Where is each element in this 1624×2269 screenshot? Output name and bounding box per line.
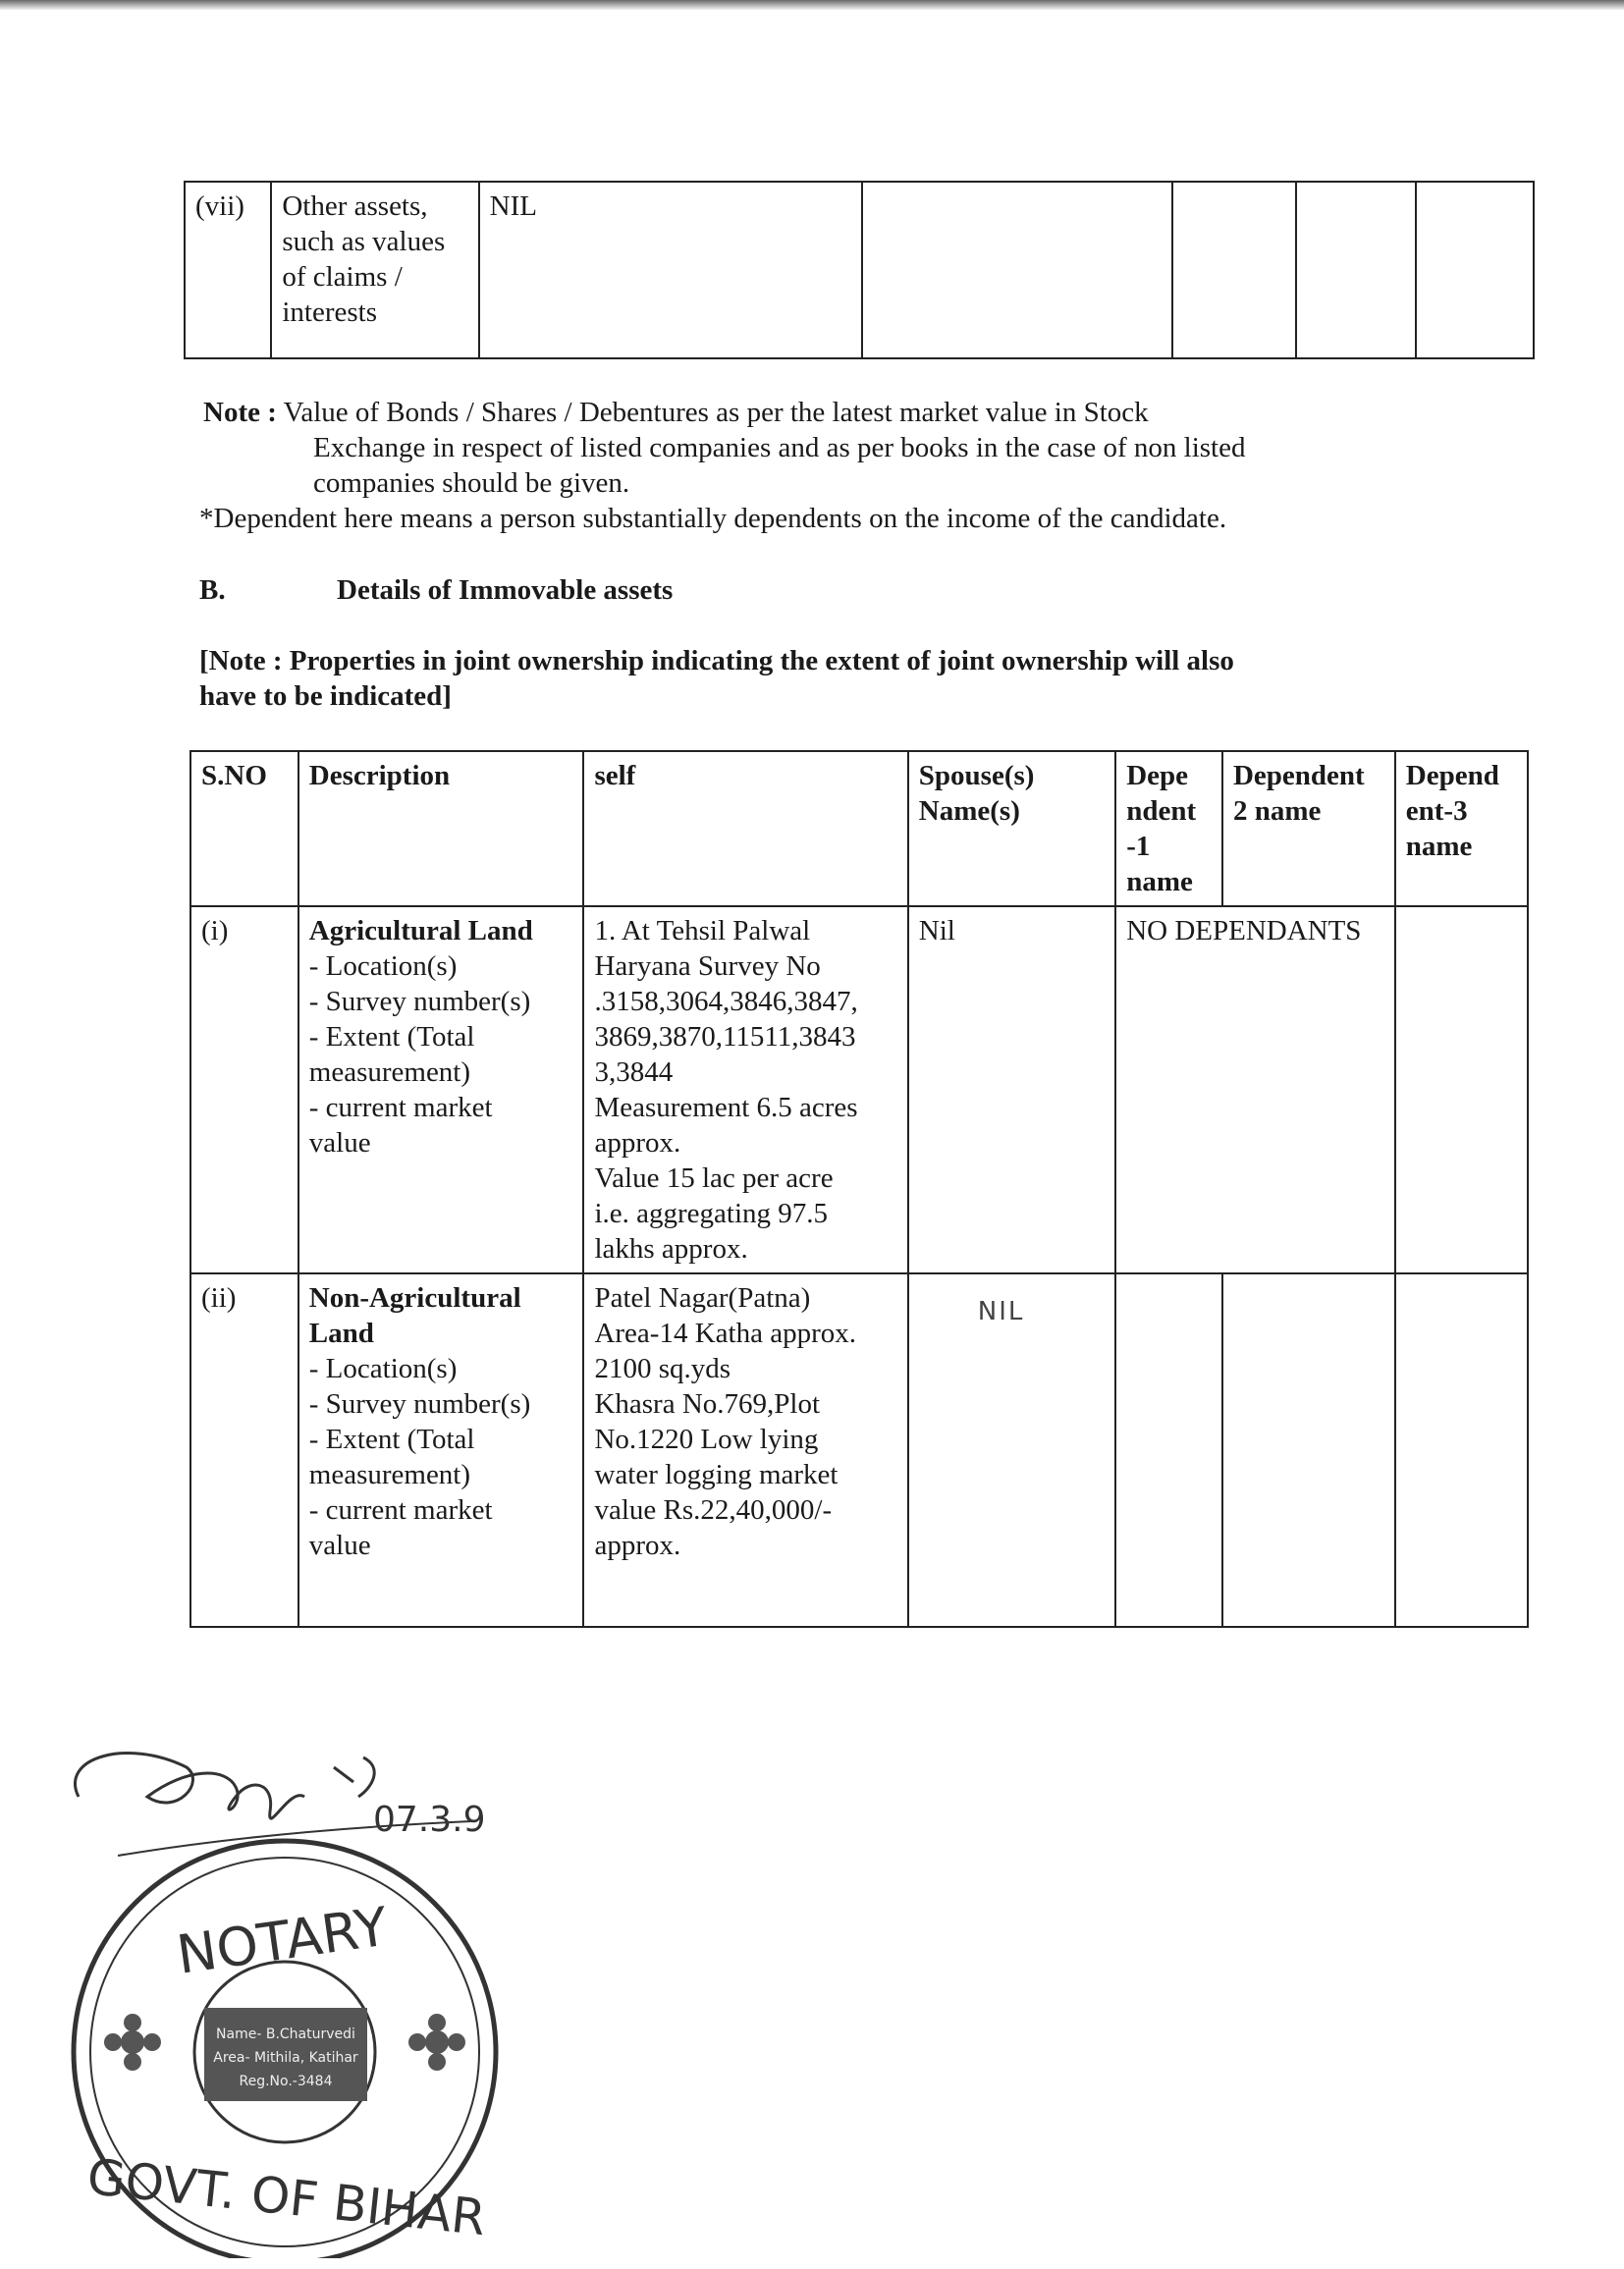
header-description: Description: [298, 751, 584, 906]
spouse-cell: Nil: [908, 906, 1115, 1273]
description-cell: Agricultural Land - Location(s) - Survey number(s) - Extent (Total measurement) - current market value: [298, 906, 584, 1273]
dependent-1-cell: [1115, 1273, 1222, 1627]
svg-text:Reg.No.-3484: Reg.No.-3484: [239, 2074, 333, 2089]
flower-icon: [408, 2014, 465, 2071]
self-cell: NIL: [479, 182, 862, 358]
dependent-3-cell: [1416, 182, 1534, 358]
scan-top-edge: [0, 0, 1624, 10]
section-b-heading: B. Details of Immovable assets: [199, 574, 674, 606]
description-cell: Other assets, such as values of claims / interests: [271, 182, 478, 358]
dependent-2-cell: [1296, 182, 1416, 358]
signature-icon: [76, 1754, 375, 1819]
svg-text:Name- B.Chaturvedi: Name- B.Chaturvedi: [216, 2026, 355, 2042]
movable-assets-table-continuation: [184, 181, 1535, 359]
header-dependent-3: Depend ent-3 name: [1395, 751, 1528, 906]
svg-text:07.3.9: 07.3.9: [373, 1800, 486, 1840]
dependent-3-cell: [1395, 1273, 1528, 1627]
joint-ownership-note: [Note : Properties in joint ownership indicating the extent of joint ownership will also have to be indicated]: [199, 645, 1234, 712]
flower-icon: [104, 2014, 161, 2071]
table-row: [190, 906, 1528, 1273]
header-sno: S.NO: [190, 751, 298, 906]
immovable-assets-table: [189, 750, 1529, 1628]
valuation-note: Note : Value of Bonds / Shares / Debentures as per the latest market value in Stock Exchange in respect of listed companies and as per books in the case of non listed companies should be given.: [203, 397, 1246, 499]
sno-cell: (i): [190, 906, 298, 1273]
dependent-3-cell: [1395, 906, 1528, 1273]
description-cell: Non-Agricultural Land - Location(s) - Survey number(s) - Extent (Total measurement) - current market value: [298, 1273, 584, 1627]
dependents-cell: NO DEPENDANTS: [1115, 906, 1395, 1273]
header-dependent-2: Dependent 2 name: [1222, 751, 1395, 906]
dependent-definition: *Dependent here means a person substantially dependents on the income of the candidate.: [199, 503, 1227, 534]
svg-text:NOTARY: NOTARY: [173, 1895, 392, 1986]
sno-cell: (vii): [185, 182, 271, 358]
svg-text:Area- Mithila, Katihar: Area- Mithila, Katihar: [213, 2050, 358, 2066]
spouse-cell: [908, 1273, 1115, 1627]
header-row: [190, 751, 1528, 906]
handwritten-nil: NIL: [977, 1297, 1025, 1326]
header-dependent-1: Depe ndent -1 name: [1115, 751, 1222, 906]
table-row: [185, 182, 1534, 358]
dependent-2-cell: [1222, 1273, 1395, 1627]
notary-seal-stamp: [39, 1728, 589, 2258]
spouse-cell: [862, 182, 1172, 358]
header-spouse: Spouse(s) Name(s): [908, 751, 1115, 906]
svg-text:GOVT. OF BIHAR: GOVT. OF BIHAR: [84, 2147, 489, 2247]
header-self: self: [583, 751, 907, 906]
dependent-1-cell: [1172, 182, 1296, 358]
self-cell: 1. At Tehsil Palwal Haryana Survey No .3158,3064,3846,3847, 3869,3870,11511,3843 3,3844 Measurement 6.5 acres approx. Value 15 lac per acre i.e. aggregating 97.5 lakhs approx.: [583, 906, 907, 1273]
self-cell: Patel Nagar(Patna) Area-14 Katha approx. 2100 sq.yds Khasra No.769,Plot No.1220 Low lying water logging market value Rs.22,40,000/- approx.: [583, 1273, 907, 1627]
table-row: [190, 1273, 1528, 1627]
sno-cell: (ii): [190, 1273, 298, 1627]
